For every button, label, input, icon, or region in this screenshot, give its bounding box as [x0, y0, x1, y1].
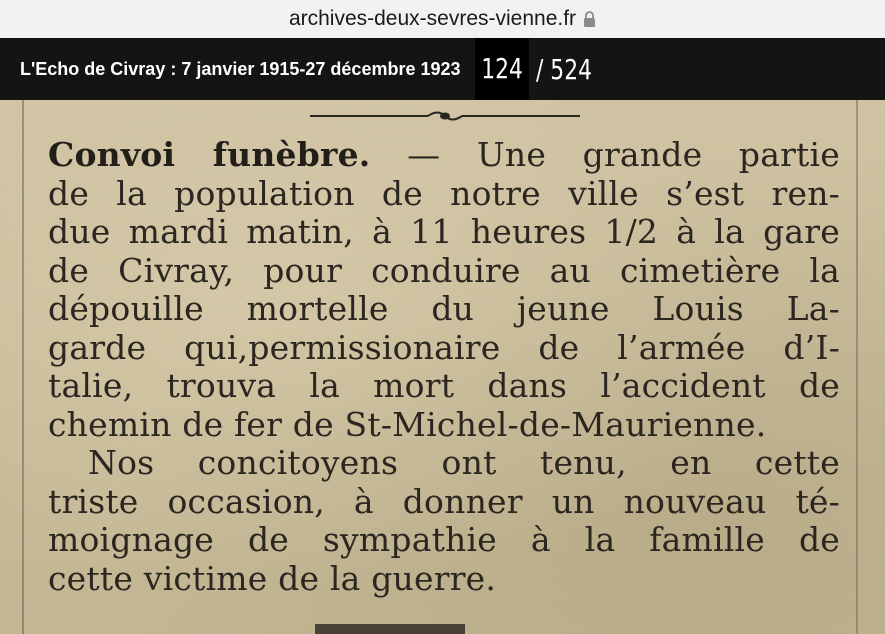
lock-icon	[583, 10, 596, 28]
article-line: triste occasion, à donner un nouveau té-	[48, 481, 840, 521]
url-text[interactable]: archives-deux-sevres-vienne.fr	[288, 7, 577, 30]
article-line: cette victime de la guerre.	[48, 558, 497, 598]
viewer-header	[0, 38, 885, 100]
browser-address-bar[interactable]	[0, 0, 885, 38]
separator-ornament	[310, 108, 580, 124]
article-line: garde qui,permissionaire de l’armée d’I-	[48, 327, 840, 367]
article-line: due mardi matin, à 11 heures 1/2 à la gare	[48, 212, 840, 251]
article-line: chemin de fer de St-Michel-de-Maurienne.	[48, 404, 767, 444]
article-line: de Civray, pour conduire au cimetière la	[48, 250, 840, 290]
separator-rule-bottom	[315, 624, 465, 634]
total-pages: / 524	[535, 52, 592, 86]
newspaper-scan[interactable]	[0, 100, 885, 634]
article-headline: Convoi funèbre.	[48, 135, 371, 174]
article-line: dépouille mortelle du jeune Louis La-	[48, 289, 840, 328]
article-line: moignage de sympathie à la famille de	[48, 520, 840, 559]
article-convoi-funebre	[48, 136, 848, 598]
column-rule-left	[22, 100, 24, 634]
article-line	[48, 136, 840, 175]
page-indicator	[475, 38, 608, 100]
article-line: talie, trouva la mort dans l’accident de	[48, 366, 840, 405]
article-line: Nos concitoyens ont tenu, en cette	[88, 443, 840, 482]
current-page-field[interactable]: 124	[475, 38, 529, 100]
document-title: L'Echo de Civray : 7 janvier 1915-27 décembre 1923	[20, 58, 461, 79]
column-rule-right	[856, 100, 858, 634]
article-line-text: — Une grande partie	[370, 135, 841, 174]
article-line: de la population de notre ville s’est ren-	[48, 173, 840, 213]
